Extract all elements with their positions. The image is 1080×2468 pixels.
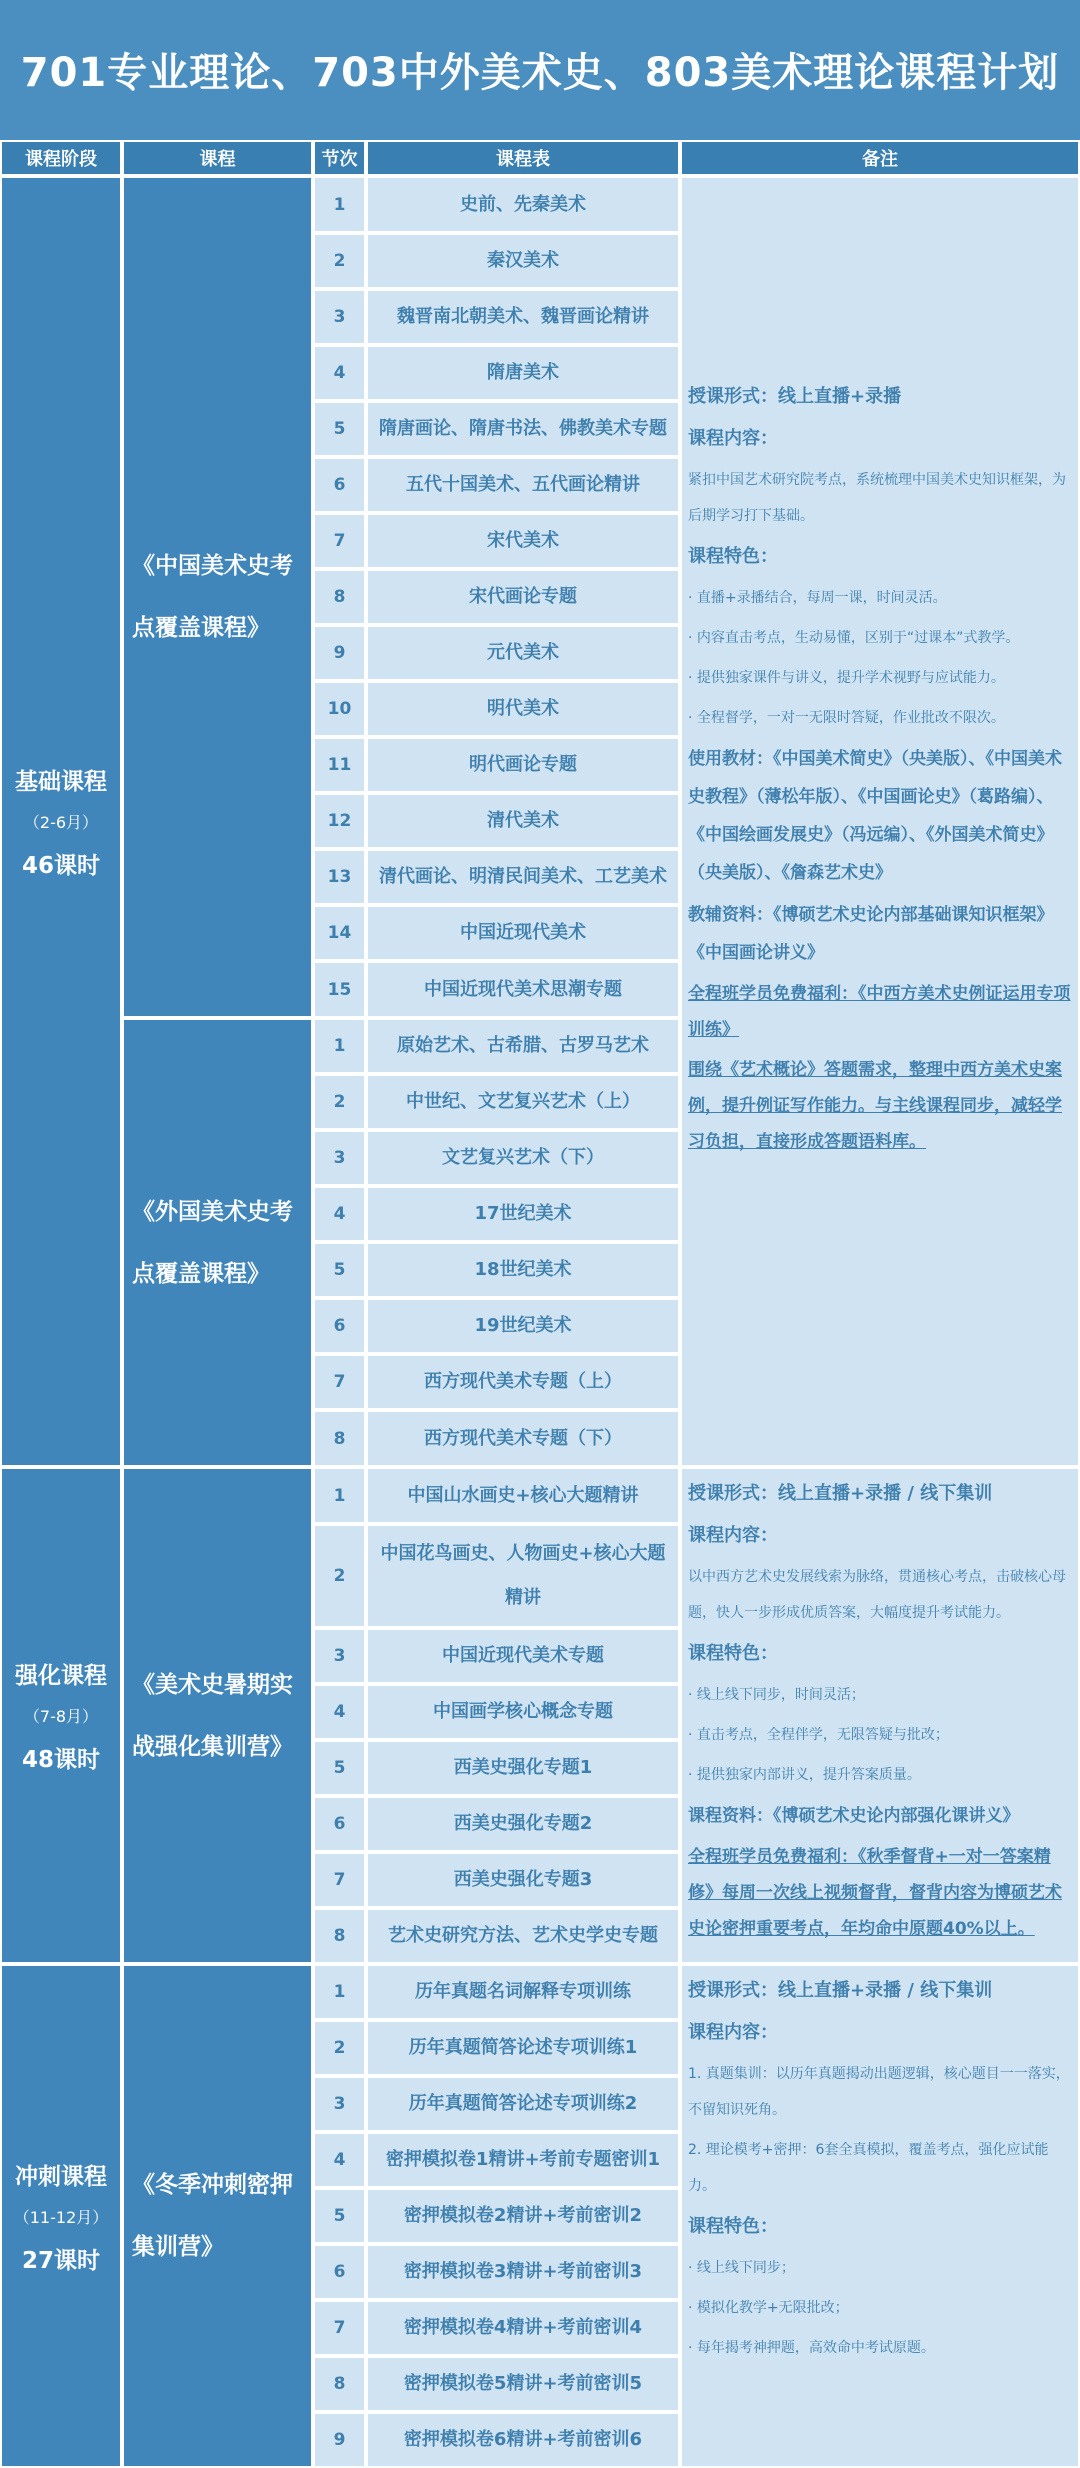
lesson-title-cell: [366, 2020, 680, 2076]
lesson-title: 史前、先秦美术: [460, 193, 586, 215]
notes-cell: [680, 1964, 1080, 2468]
lesson-title: 明代美术: [487, 698, 559, 719]
lesson-title: 中国山水画史+核心大题精讲: [407, 1484, 639, 1506]
note-label: 课程内容：: [688, 428, 778, 449]
lesson-title: 西方现代美术专题（下）: [424, 1427, 622, 1449]
lesson-title: 宋代画论专题: [469, 586, 577, 607]
lesson-title: 宋代美术: [487, 530, 559, 551]
lesson-title-cell: [366, 1354, 680, 1410]
lesson-number: 6: [333, 475, 346, 495]
lesson-title-cell: [366, 793, 680, 849]
table-header-cell: [0, 140, 122, 176]
lesson-number-cell: [313, 1964, 366, 2020]
lesson-title: 五代十国美术、五代画论精讲: [406, 474, 640, 495]
note-label: 授课形式：线上直播+录播 / 线下集训: [688, 1483, 993, 1504]
lesson-title: 历年真题简答论述专项训练1: [408, 2037, 638, 2058]
lesson-title-cell: [366, 1242, 680, 1298]
table-header-label: 课程: [199, 149, 236, 170]
stage-name: 强化课程: [15, 1663, 107, 1689]
course-cell: [122, 1964, 313, 2468]
lesson-title: 历年真题名词解释专项训练: [415, 1981, 631, 2002]
note-label: 课程内容：: [688, 1525, 778, 1546]
lesson-number-cell: [313, 793, 366, 849]
lesson-title: 西美史强化专题2: [453, 1813, 593, 1834]
lesson-number: 4: [333, 363, 346, 383]
lesson-number-cell: [313, 569, 366, 625]
lesson-number: 3: [333, 1646, 346, 1666]
lesson-number-cell: [313, 1467, 366, 1524]
lesson-number: 13: [327, 867, 352, 887]
table-header-label: 课程阶段: [25, 149, 97, 170]
lesson-number: 9: [333, 2430, 346, 2450]
note-label: 课程内容：: [688, 2022, 778, 2043]
lesson-number: 1: [333, 1036, 346, 1056]
lesson-title-cell: [366, 2132, 680, 2188]
lesson-number: 5: [333, 1758, 346, 1778]
lesson-title-cell: [366, 1130, 680, 1186]
lesson-title-cell: [366, 176, 680, 233]
course-name: 《外国美术史考点覆盖课程》: [132, 1198, 293, 1287]
lesson-number-cell: [313, 2300, 366, 2356]
stage-hours: 27课时: [21, 2247, 100, 2274]
lesson-number-cell: [313, 1852, 366, 1908]
lesson-number: 5: [333, 1260, 346, 1280]
lesson-number: 8: [333, 1926, 346, 1946]
lesson-title-cell: [366, 1410, 680, 1467]
lesson-number-cell: [313, 1796, 366, 1852]
lesson-title-cell: [366, 737, 680, 793]
lesson-title-cell: [366, 289, 680, 345]
course-name: 《中国美术史考点覆盖课程》: [132, 553, 293, 641]
lesson-title-cell: [366, 2076, 680, 2132]
lesson-title: 隋唐画论、隋唐书法、佛教美术专题: [379, 418, 667, 439]
course-name: 《冬季冲刺密押集训营》: [132, 2172, 293, 2260]
lesson-title: 中国近现代美术思潮专题: [424, 978, 622, 1000]
lesson-title: 密押模拟卷2精讲+考前密训2: [403, 2205, 643, 2226]
lesson-number-cell: [313, 1018, 366, 1074]
note-bullet: · 线上线下同步，时间灵活；: [688, 1687, 865, 1703]
lesson-number: 3: [333, 2094, 346, 2114]
lesson-number-cell: [313, 233, 366, 289]
lesson-title: 密押模拟卷5精讲+考前密训5: [403, 2373, 643, 2394]
lesson-number-cell: [313, 849, 366, 905]
note-bullet: · 全程督学，一对一无限时答疑，作业批改不限次。: [688, 710, 1005, 726]
stage-period: （2-6月）: [23, 813, 99, 832]
lesson-number: 9: [333, 643, 346, 663]
lesson-title: 中国近现代美术: [460, 922, 586, 943]
note-label: 授课形式：线上直播+录播 / 线下集训: [688, 1980, 993, 2001]
lesson-title-cell: [366, 2300, 680, 2356]
table-header-label: 课程表: [496, 149, 550, 170]
lesson-number: 15: [327, 979, 352, 1000]
lesson-title: 魏晋南北朝美术、魏晋画论精讲: [397, 306, 649, 327]
notes-cell: [680, 1467, 1080, 1964]
note-underline: 全程班学员免费福利：《秋季督背+一对一答案精修》每周一次线上视频督背，督背内容为博硕艺术史论密押重要考点，年均命中原题40%以上。: [688, 1847, 1062, 1939]
lesson-number-cell: [313, 961, 366, 1018]
lesson-number-cell: [313, 2412, 366, 2468]
lesson-title: 中国近现代美术专题: [442, 1645, 604, 1666]
lesson-number-cell: [313, 401, 366, 457]
lesson-number-cell: [313, 513, 366, 569]
note-bullet: · 内容直击考点，生动易懂，区别于“过课本”式教学。: [688, 630, 1020, 646]
lesson-number: 8: [333, 2374, 346, 2394]
lesson-number: 12: [327, 811, 352, 831]
course-cell: [122, 1467, 313, 1964]
lesson-title: 18世纪美术: [474, 1259, 572, 1280]
note-bullet: · 线上线下同步；: [688, 2260, 795, 2276]
lesson-number-cell: [313, 1074, 366, 1130]
lesson-title: 19世纪美术: [474, 1315, 572, 1336]
lesson-number-cell: [313, 2020, 366, 2076]
lesson-number: 4: [333, 1204, 346, 1224]
lesson-number: 6: [333, 1316, 346, 1336]
lesson-number-cell: [313, 1684, 366, 1740]
table-header-cell: [313, 140, 366, 176]
note-bullet: · 直击考点，全程伴学，无限答疑与批改；: [688, 1727, 949, 1743]
lesson-title-cell: [366, 345, 680, 401]
note-text: 紧扣中国艺术研究院考点，系统梳理中国美术史知识框架，为后期学习打下基础。: [688, 472, 1066, 524]
lesson-number: 6: [333, 2262, 346, 2282]
lesson-number-cell: [313, 1740, 366, 1796]
lesson-title: 原始艺术、古希腊、古罗马艺术: [397, 1035, 649, 1056]
lesson-title-cell: [366, 1908, 680, 1964]
note-bullet: · 模拟化教学+无限批改；: [688, 2300, 849, 2316]
stage-cell: [0, 1964, 122, 2468]
note-bullet: · 提供独家内部讲义，提升答案质量。: [688, 1767, 921, 1783]
lesson-number: 2: [333, 1092, 346, 1112]
lesson-title-cell: [366, 2244, 680, 2300]
lesson-number: 8: [333, 587, 346, 607]
lesson-number: 7: [333, 531, 346, 551]
note-text: 2. 理论模考+密押：6套全真模拟，覆盖考点，强化应试能力。: [688, 2142, 1049, 2194]
lesson-number: 2: [333, 251, 346, 271]
lesson-number-cell: [313, 457, 366, 513]
lesson-title: 密押模拟卷4精讲+考前密训4: [403, 2317, 643, 2338]
lesson-title-cell: [366, 1852, 680, 1908]
lesson-title: 清代美术: [487, 810, 559, 831]
lesson-title-cell: [366, 457, 680, 513]
lesson-number-cell: [313, 1298, 366, 1354]
table-header-cell: [366, 140, 680, 176]
lesson-title-cell: [366, 2356, 680, 2412]
lesson-title: 艺术史研究方法、艺术史学史专题: [388, 1925, 658, 1946]
lesson-number-cell: [313, 1410, 366, 1467]
lesson-title-cell: [366, 905, 680, 961]
stage-period: （11-12月）: [13, 2207, 109, 2227]
lesson-number-cell: [313, 2188, 366, 2244]
note-bullet: · 直播+录播结合，每周一课，时间灵活。: [688, 590, 947, 606]
stage-hours: 46课时: [21, 853, 100, 879]
lesson-number-cell: [313, 1242, 366, 1298]
lesson-number: 2: [333, 2038, 346, 2058]
lesson-title: 密押模拟卷3精讲+考前密训3: [403, 2261, 643, 2282]
lesson-title-cell: [366, 1740, 680, 1796]
lesson-title-cell: [366, 513, 680, 569]
lesson-title: 西美史强化专题1: [453, 1757, 593, 1778]
course-name: 《美术史暑期实战强化集训营》: [132, 1671, 293, 1760]
lesson-title-cell: [366, 961, 680, 1018]
lesson-title-cell: [366, 1467, 680, 1524]
lesson-number-cell: [313, 1908, 366, 1964]
lesson-number: 7: [333, 1372, 346, 1392]
lesson-number-cell: [313, 681, 366, 737]
table-header-cell: [122, 140, 313, 176]
note-text: 以中西方艺术史发展线索为脉络，贯通核心考点，击破核心母题，快人一步形成优质答案，大幅度提升考试能力。: [688, 1569, 1066, 1621]
note-label: 课程特色：: [688, 2216, 778, 2237]
lesson-number: 14: [327, 923, 352, 943]
lesson-number-cell: [313, 2244, 366, 2300]
lesson-number-cell: [313, 2356, 366, 2412]
lesson-title-cell: [366, 1186, 680, 1242]
lesson-title-cell: [366, 1684, 680, 1740]
lesson-title-cell: [366, 2188, 680, 2244]
lesson-title: 17世纪美术: [474, 1203, 572, 1224]
stage-name: 冲刺课程: [15, 2163, 107, 2190]
lesson-title: 隋唐美术: [487, 362, 559, 383]
lesson-number: 10: [327, 699, 352, 719]
stage-period: （7-8月）: [23, 1707, 99, 1726]
title-banner: [0, 0, 1080, 138]
course-cell: [122, 1018, 313, 1467]
lesson-title: 清代画论、明清民间美术、工艺美术: [379, 866, 667, 887]
lesson-number-cell: [313, 1130, 366, 1186]
lesson-number: 1: [333, 194, 346, 215]
lesson-number: 7: [333, 2318, 346, 2338]
lesson-number: 6: [333, 1814, 346, 1834]
lesson-title-cell: [366, 681, 680, 737]
note-underline: 围绕《艺术概论》答题需求，整理中西方美术史案例，提升例证写作能力。与主线课程同步，减轻学习负担，直接形成答题语料库。: [688, 1060, 1062, 1152]
lesson-number: 3: [333, 1148, 346, 1168]
lesson-title-cell: [366, 1524, 680, 1628]
lesson-number: 3: [333, 307, 346, 327]
lesson-number-cell: [313, 1354, 366, 1410]
lesson-number: 8: [333, 1428, 346, 1449]
lesson-title: 元代美术: [487, 642, 559, 663]
lesson-number-cell: [313, 737, 366, 793]
note-bullet: · 提供独家课件与讲义，提升学术视野与应试能力。: [688, 670, 1005, 686]
note-text: 1. 真题集训：以历年真题揭动出题逻辑，核心题目一一落实，不留知识死角。: [688, 2066, 1070, 2118]
table-header-label: 节次: [321, 149, 358, 170]
note-bullet: · 每年揭考神押题，高效命中考试原题。: [688, 2340, 935, 2356]
lesson-number-cell: [313, 1524, 366, 1628]
lesson-title-cell: [366, 1074, 680, 1130]
lesson-title-cell: [366, 849, 680, 905]
lesson-title: 西美史强化专题3: [453, 1869, 593, 1890]
notes-cell: [680, 176, 1080, 1467]
lesson-number: 1: [333, 1982, 346, 2002]
page-title: 701专业理论、703中外美术史、803美术理论课程计划: [20, 49, 1060, 96]
stage-hours: 48课时: [21, 1747, 100, 1773]
lesson-title-cell: [366, 1964, 680, 2020]
lesson-title: 中国花鸟画史、人物画史+核心大题精讲: [380, 1543, 666, 1608]
lesson-number-cell: [313, 1628, 366, 1684]
lesson-title-cell: [366, 1628, 680, 1684]
note-label: 课程特色：: [688, 546, 778, 567]
lesson-number-cell: [313, 1186, 366, 1242]
lesson-number-cell: [313, 2132, 366, 2188]
lesson-title: 西方现代美术专题（上）: [424, 1371, 622, 1392]
note-bold: 使用教材：《中国美术简史》（央美版）、《中国美术史教程》（薄松年版）、《中国画论史》（葛路编）、《中国绘画发展史》（冯远编）、《外国美术简史》（央美版）、《詹森艺术史》: [688, 749, 1062, 883]
course-cell: [122, 176, 313, 1018]
lesson-title: 秦汉美术: [487, 250, 559, 271]
lesson-number: 7: [333, 1870, 346, 1890]
lesson-title: 文艺复兴艺术（下）: [442, 1147, 604, 1168]
stage-cell: [0, 1467, 122, 1964]
note-bold: 教辅资料：《博硕艺术史论内部基础课知识框架》《中国画论讲义》: [688, 905, 1054, 963]
lesson-title: 明代画论专题: [469, 754, 577, 775]
stage-name: 基础课程: [15, 769, 107, 795]
note-bold: 课程资料：《博硕艺术史论内部强化课讲义》: [688, 1806, 1020, 1826]
lesson-number-cell: [313, 625, 366, 681]
lesson-number: 4: [333, 1702, 346, 1722]
stage-cell: [0, 176, 122, 1467]
lesson-title-cell: [366, 401, 680, 457]
lesson-title: 中国画学核心概念专题: [433, 1701, 613, 1722]
lesson-title-cell: [366, 1018, 680, 1074]
lesson-title-cell: [366, 569, 680, 625]
lesson-number: 1: [333, 1485, 346, 1506]
lesson-title-cell: [366, 233, 680, 289]
note-label: 课程特色：: [688, 1643, 778, 1664]
lesson-title: 中世纪、文艺复兴艺术（上）: [406, 1091, 640, 1112]
table-header-cell: [680, 140, 1080, 176]
lesson-title-cell: [366, 1796, 680, 1852]
lesson-number-cell: [313, 345, 366, 401]
lesson-number: 11: [327, 755, 352, 775]
lesson-number: 5: [333, 419, 346, 439]
lesson-title-cell: [366, 2412, 680, 2468]
lesson-title: 密押模拟卷1精讲+考前专题密训1: [385, 2149, 661, 2170]
lesson-title-cell: [366, 1298, 680, 1354]
lesson-title: 历年真题简答论述专项训练2: [408, 2093, 638, 2114]
table-header-label: 备注: [862, 149, 898, 170]
note-label: 授课形式：线上直播+录播: [688, 386, 902, 407]
note-underline: 全程班学员免费福利：《中西方美术史例证运用专项训练》: [688, 984, 1071, 1040]
lesson-number-cell: [313, 289, 366, 345]
lesson-number: 5: [333, 2206, 346, 2226]
lesson-title-cell: [366, 625, 680, 681]
lesson-number-cell: [313, 2076, 366, 2132]
lesson-number-cell: [313, 905, 366, 961]
lesson-number: 2: [333, 1566, 346, 1586]
lesson-title: 密押模拟卷6精讲+考前密训6: [403, 2429, 643, 2450]
lesson-number-cell: [313, 176, 366, 233]
lesson-number: 4: [333, 2150, 346, 2170]
